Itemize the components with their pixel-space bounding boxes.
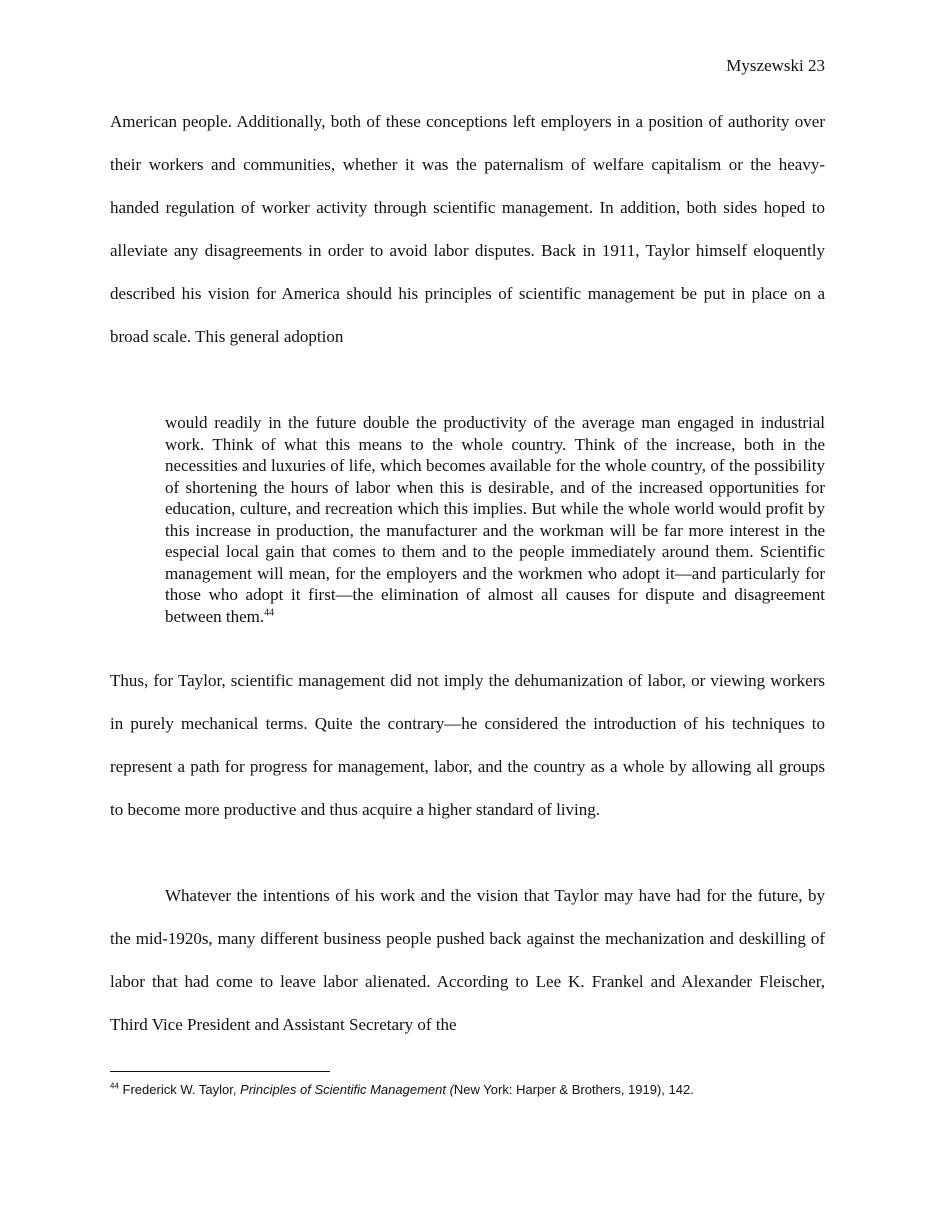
footnote-marker: 44 bbox=[110, 1081, 119, 1091]
footnote bbox=[110, 1081, 825, 1099]
block-quote-text: would readily in the future double the productivity of the average man engaged in industrial work. Think of what this means to the whole country. Think of the increase, both in the necessities and luxuries of life, which becomes available for the whole country, of the possibility of shortening the hours of labor when this is desirable, and of the increased opportunities for education, culture, and recreation which this implies. But while the whole world would profit by this increase in production, the manufacturer and the workman will be far more interest in the especial local gain that comes to them and to the people immediately around them. Scientific management will mean, for the employers and the workmen who adopt it—and particularly for those who adopt it first—the elimination of almost all causes for dispute and disagreement between them. bbox=[165, 413, 825, 626]
footnote-author: Frederick W. Taylor, bbox=[122, 1082, 241, 1097]
paragraph-1: American people. Additionally, both of these conceptions left employers in a position of authority over their workers and communities, whether it was the paternalism of welfare capitalism or the heavy-handed regulation of worker activity through scientific management. In addition, both sides hoped to alleviate any disagreements in order to avoid labor disputes. Back in 1911, Taylor himself eloquently described his vision for America should his principles of scientific management be put in place on a broad scale. This general adoption bbox=[110, 112, 825, 346]
footnote-reference: 44 bbox=[264, 606, 275, 618]
footnote-separator bbox=[110, 1071, 330, 1072]
paragraph-2: Thus, for Taylor, scientific management did not imply the dehumanization of labor, or viewing workers in purely mechanical terms. Quite the contrary—he considered the introduction of his techniques to represent a path for progress for management, labor, and the country as a whole by allowing all groups to become more productive and thus acquire a higher standard of living. bbox=[110, 671, 825, 819]
paragraph-3: Whatever the intentions of his work and the vision that Taylor may have had for the future, by the mid-1920s, many different business people pushed back against the mechanization and deskilling of labor that had come to leave labor alienated. According to Lee K. Frankel and Alexander Fleischer, Third Vice President and Assistant Secretary of the bbox=[110, 886, 825, 1034]
footnote-title: Principles of Scientific Management ( bbox=[240, 1082, 454, 1097]
footnote-publication: New York: Harper & Brothers, 1919), 142. bbox=[453, 1082, 694, 1097]
block-quote bbox=[165, 412, 825, 627]
running-head: Myszewski 23 bbox=[726, 56, 825, 75]
